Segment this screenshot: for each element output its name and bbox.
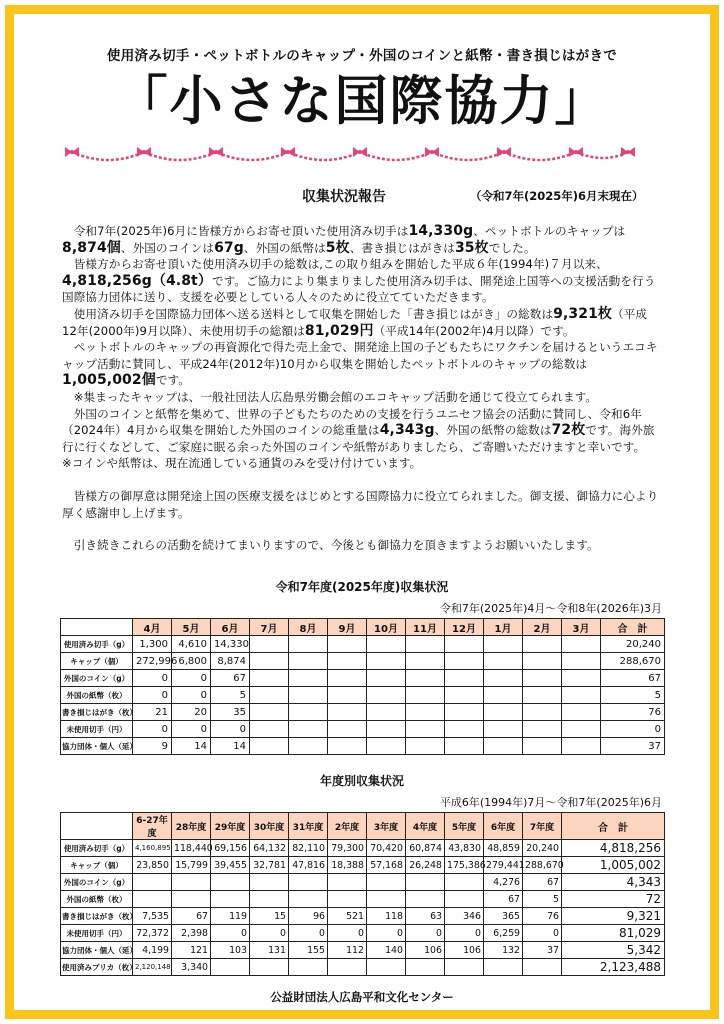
table-cell (562, 704, 601, 721)
table-cell (367, 721, 406, 738)
table-cell (562, 738, 601, 755)
table-cell (367, 704, 406, 721)
table-cell (250, 874, 289, 891)
table-cell: 365 (484, 908, 523, 925)
table-cell (445, 959, 484, 976)
table-cell (484, 636, 523, 653)
table-cell: 6,800 (172, 653, 211, 670)
row-label: 未使用切手（円） (61, 925, 133, 942)
table-cell: 70,420 (367, 840, 406, 857)
column-header: 31年度 (289, 813, 328, 840)
table-cell (562, 687, 601, 704)
table-cell (250, 721, 289, 738)
table-cell: 0 (133, 687, 172, 704)
table-cell (406, 738, 445, 755)
table-cell: 3,340 (172, 959, 211, 976)
table-cell (445, 738, 484, 755)
column-header: 7月 (250, 619, 289, 636)
total-header: 合 計 (562, 813, 665, 840)
column-header: 9月 (328, 619, 367, 636)
table-cell: 272,996 (133, 653, 172, 670)
row-label: 外国の紙幣（枚） (61, 891, 133, 908)
table-cell (328, 959, 367, 976)
row-total: 72 (562, 891, 665, 908)
ribbon-decoration (64, 138, 636, 168)
table-cell: 14,330 (211, 636, 250, 653)
table-cell (484, 738, 523, 755)
table-cell: 0 (445, 925, 484, 942)
table-cell: 4,276 (484, 874, 523, 891)
yearly-table (60, 812, 665, 976)
table-cell: 79,300 (328, 840, 367, 857)
table-cell (523, 636, 562, 653)
table-cell: 0 (523, 925, 562, 942)
paragraph-thanks: 皆様方の御厚意は開発途上国の医療支援をはじめとする国際協力に役立てられました。御支援、御協力に心より厚く感謝申し上げます。 (62, 488, 659, 520)
row-total: 76 (601, 704, 665, 721)
table1-range: 令和7年(2025年)4月～令和8年(2026年)3月 (439, 602, 662, 615)
table-cell (289, 874, 328, 891)
table-corner (61, 813, 133, 840)
table-cell (523, 670, 562, 687)
table-cell: 106 (406, 942, 445, 959)
column-header: 2月 (523, 619, 562, 636)
table-cell (484, 721, 523, 738)
column-header: 29年度 (211, 813, 250, 840)
table-cell (562, 636, 601, 653)
row-label: キャップ（個） (61, 653, 133, 670)
table-cell: 5 (211, 687, 250, 704)
table-cell (562, 653, 601, 670)
table-cell (484, 959, 523, 976)
table-cell (289, 653, 328, 670)
table-cell (523, 653, 562, 670)
row-total: 9,321 (562, 908, 665, 925)
table-cell (523, 959, 562, 976)
table-cell: 0 (133, 670, 172, 687)
table-cell (406, 670, 445, 687)
table-row (61, 721, 665, 738)
paragraph-currency-note: ※コインや紙幣は、現在流通している通貨のみを受け付けています。 (62, 456, 422, 471)
table-cell: 15,799 (172, 857, 211, 874)
table-cell (406, 653, 445, 670)
table-cell: 96 (289, 908, 328, 925)
table-cell (523, 687, 562, 704)
table-cell: 69,156 (211, 840, 250, 857)
row-label: 外国の紙幣（枚） (61, 687, 133, 704)
table-cell (445, 670, 484, 687)
table-cell: 140 (367, 942, 406, 959)
table-cell: 4,160,895 (133, 840, 172, 857)
table-row (61, 908, 665, 925)
table2-title: 年度別収集状況 (319, 774, 404, 788)
table-cell: 35 (211, 704, 250, 721)
column-header: 5年度 (445, 813, 484, 840)
table-cell (289, 636, 328, 653)
column-header: 1月 (484, 619, 523, 636)
page-title: 「小さな国際協力」 (114, 71, 610, 132)
table-cell (367, 687, 406, 704)
table-row (61, 738, 665, 755)
table-cell: 2,398 (172, 925, 211, 942)
row-total: 4,343 (562, 874, 665, 891)
table-cell (328, 721, 367, 738)
table-row (61, 670, 665, 687)
table-cell (211, 891, 250, 908)
table-corner (61, 619, 133, 636)
table-cell: 0 (211, 925, 250, 942)
table-cell (250, 670, 289, 687)
table-row (61, 687, 665, 704)
row-label: 使用済みプリカ（枚） (61, 959, 133, 976)
column-header: 12月 (445, 619, 484, 636)
report-date: （令和7年(2025年)6月末現在） (470, 189, 644, 203)
table-cell: 0 (289, 925, 328, 942)
row-total: 4,818,256 (562, 840, 665, 857)
row-label: 書き損じはがき（枚） (61, 704, 133, 721)
table-cell (250, 636, 289, 653)
table-row (61, 857, 665, 874)
table-cell (328, 670, 367, 687)
table-cell (406, 704, 445, 721)
table-cell: 47,816 (289, 857, 328, 874)
table-cell: 0 (367, 925, 406, 942)
table-cell: 18,388 (328, 857, 367, 874)
row-label: 未使用切手（円） (61, 721, 133, 738)
table-cell (445, 891, 484, 908)
table-cell (250, 959, 289, 976)
table-cell (367, 670, 406, 687)
paragraph-caps: ペットボトルのキャップの再資源化で得た売上金で、開発途上国の子どもたちにワクチンを届けるというエコキャップ活動に賛同し、平成24年(2012年)10月から収集を開始したペットボトルのキャップの総数は1,005,002個です。 (62, 340, 658, 389)
table-cell: 0 (406, 925, 445, 942)
table-cell (523, 704, 562, 721)
table-row (61, 891, 665, 908)
table-cell: 103 (211, 942, 250, 959)
table-cell (328, 653, 367, 670)
table-cell: 67 (523, 874, 562, 891)
table-cell: 175,386 (445, 857, 484, 874)
total-header: 合 計 (601, 619, 665, 636)
row-total: 0 (601, 721, 665, 738)
table-cell: 15 (250, 908, 289, 925)
table1-title: 令和7年度(2025年度)収集状況 (275, 580, 449, 594)
page-subtitle: 使用済み切手・ペットボトルのキャップ・外国のコインと紙幣・書き損じはがきで (106, 48, 618, 64)
paragraph-foreign-currency: 外国のコインと紙幣を集めて、世界の子どもたちのための支援を行うユニセフ協会の活動に賛同し、令和6年（2024年）4月から収集を開始した外国のコインの総重量は4,343g、外国の紙幣の総数は72枚です。海外旅行に行くなどして、ご家庭に眠る余った外国のコインや紙幣がありましたら、ご寄贈いただけますと幸いです。 (62, 406, 655, 454)
table-cell: 0 (172, 670, 211, 687)
table-cell (484, 670, 523, 687)
table-cell (367, 891, 406, 908)
table-cell: 76 (523, 908, 562, 925)
table-cell: 2,120,148 (133, 959, 172, 976)
column-header: 3年度 (367, 813, 406, 840)
table-cell: 48,859 (484, 840, 523, 857)
monthly-table (60, 618, 665, 755)
row-label: 書き損じはがき（枚） (61, 908, 133, 925)
table-cell (445, 687, 484, 704)
table-cell (445, 653, 484, 670)
table-cell: 20,240 (523, 840, 562, 857)
column-header: 3月 (562, 619, 601, 636)
row-total: 5 (601, 687, 665, 704)
table-cell: 20 (172, 704, 211, 721)
table-cell (172, 891, 211, 908)
table-cell (250, 687, 289, 704)
table-cell (406, 874, 445, 891)
table-cell (289, 704, 328, 721)
table-cell: 14 (211, 738, 250, 755)
row-label: 外国のコイン（g） (61, 874, 133, 891)
table-cell (133, 891, 172, 908)
table-cell: 131 (250, 942, 289, 959)
table-cell: 0 (172, 687, 211, 704)
table-cell (328, 874, 367, 891)
table-cell: 119 (211, 908, 250, 925)
column-header: 28年度 (172, 813, 211, 840)
table-cell (250, 738, 289, 755)
table-cell: 4,199 (133, 942, 172, 959)
table-cell: 26,248 (406, 857, 445, 874)
table-cell (328, 687, 367, 704)
table-cell (250, 704, 289, 721)
row-total: 81,029 (562, 925, 665, 942)
table-cell (211, 874, 250, 891)
table-cell (328, 704, 367, 721)
column-header: 5月 (172, 619, 211, 636)
table-cell (562, 721, 601, 738)
row-total: 67 (601, 670, 665, 687)
table-cell (406, 959, 445, 976)
row-total: 37 (601, 738, 665, 755)
table-cell: 0 (133, 721, 172, 738)
table-cell (328, 891, 367, 908)
table-cell (289, 687, 328, 704)
table-cell: 0 (250, 925, 289, 942)
column-header: 6年度 (484, 813, 523, 840)
column-header: 4年度 (406, 813, 445, 840)
column-header: 6月 (211, 619, 250, 636)
table-cell (484, 653, 523, 670)
table-cell: 67 (172, 908, 211, 925)
table-cell (445, 704, 484, 721)
paragraph-postcards: 使用済み切手を国際協力団体へ送る送料として収集を開始した「書き損じはがき」の総数は9,321枚（平成12年(2000年)9月以降）、未使用切手の総額は81,029円（平成14年(2002年)4月以降）です。 (62, 305, 648, 339)
column-header: 8月 (289, 619, 328, 636)
table-cell: 72,372 (133, 925, 172, 942)
table-cell: 0 (211, 721, 250, 738)
table-cell: 39,455 (211, 857, 250, 874)
table-cell (367, 874, 406, 891)
column-header: 30年度 (250, 813, 289, 840)
table-cell (289, 670, 328, 687)
table-cell: 60,874 (406, 840, 445, 857)
row-label: 協力団体・個人（延） (61, 738, 133, 755)
table-cell (406, 636, 445, 653)
table-row (61, 704, 665, 721)
table-cell (289, 891, 328, 908)
table-cell (562, 670, 601, 687)
table-cell (484, 687, 523, 704)
table-cell (445, 874, 484, 891)
row-label: 使用済み切手（g） (61, 840, 133, 857)
table-cell: 14 (172, 738, 211, 755)
column-header: 11月 (406, 619, 445, 636)
row-label: 使用済み切手（g） (61, 636, 133, 653)
table-cell (406, 721, 445, 738)
table-cell: 106 (445, 942, 484, 959)
table-cell: 288,670 (523, 857, 562, 874)
table-cell (445, 721, 484, 738)
paragraph-caps-note: ※集まったキャップは、一般社団法人広島県労働会館のエコキャップ活動を通じて役立てられます。 (62, 389, 598, 404)
table-cell: 521 (328, 908, 367, 925)
row-label: 外国のコイン（g） (61, 670, 133, 687)
table-cell (445, 636, 484, 653)
table-cell: 1,300 (133, 636, 172, 653)
table-cell: 82,110 (289, 840, 328, 857)
report-body (62, 223, 662, 554)
table-row (61, 636, 665, 653)
table-row (61, 653, 665, 670)
table-cell: 132 (484, 942, 523, 959)
table-cell: 32,781 (250, 857, 289, 874)
row-label: キャップ（個） (61, 857, 133, 874)
table-cell: 43,830 (445, 840, 484, 857)
table-cell: 0 (328, 925, 367, 942)
footer-organization: 公益財団法人広島平和文化センター (270, 990, 454, 1004)
table-cell: 64,132 (250, 840, 289, 857)
paragraph-closing: 引き続きこれらの活動を続けてまいりますので、今後とも御協力を頂きますようお願いいたします。 (62, 538, 599, 553)
column-header: 6-27年度 (133, 813, 172, 840)
table-cell (328, 636, 367, 653)
table-cell: 67 (211, 670, 250, 687)
table-cell: 155 (289, 942, 328, 959)
table-row (61, 840, 665, 857)
table-cell (211, 959, 250, 976)
table-cell: 23,850 (133, 857, 172, 874)
table-cell (367, 653, 406, 670)
table-cell (289, 721, 328, 738)
table-cell: 5 (523, 891, 562, 908)
table-cell: 118 (367, 908, 406, 925)
table-cell: 8,874 (211, 653, 250, 670)
table-cell (289, 959, 328, 976)
table-cell (367, 959, 406, 976)
table-cell (133, 874, 172, 891)
table-cell (523, 738, 562, 755)
table-cell (406, 891, 445, 908)
column-header: 7年度 (523, 813, 562, 840)
table-cell: 118,440 (172, 840, 211, 857)
table-cell: 346 (445, 908, 484, 925)
table-cell: 37 (523, 942, 562, 959)
table-cell: 67 (484, 891, 523, 908)
column-header: 10月 (367, 619, 406, 636)
table-cell (406, 687, 445, 704)
table-cell: 279,441 (484, 857, 523, 874)
row-total: 1,005,002 (562, 857, 665, 874)
table-cell (523, 721, 562, 738)
table-row (61, 959, 665, 976)
report-title: 収集状況報告 (302, 189, 386, 205)
table-cell: 6,259 (484, 925, 523, 942)
table-cell: 63 (406, 908, 445, 925)
table-cell: 9 (133, 738, 172, 755)
table-cell (367, 636, 406, 653)
table-cell: 57,168 (367, 857, 406, 874)
table-cell: 121 (172, 942, 211, 959)
paragraph-stamps-total: 皆様方からお寄せ頂いた使用済み切手の総数は,この取り組みを開始した平成６年(1994年)７月以来、4,818,256g（4.8t）です。ご協力により集まりました使用済み切手は、開発途上国等への支援活動を行う国際協力団体に送り、支援を必要としている人々のために役立てていただきます。 (62, 257, 656, 305)
table-cell: 7,535 (133, 908, 172, 925)
table-cell (289, 738, 328, 755)
table2-range: 平成6年(1994年)7月～令和7年(2025年)6月 (439, 796, 662, 809)
table-cell: 112 (328, 942, 367, 959)
row-total: 5,342 (562, 942, 665, 959)
table-row (61, 874, 665, 891)
table-cell: 21 (133, 704, 172, 721)
column-header: 4月 (133, 619, 172, 636)
row-total: 288,670 (601, 653, 665, 670)
paragraph-monthly: 令和7年(2025年)6月に皆様方からお寄せ頂いた使用済み切手は14,330g、ペットボトルのキャップは8,874個、外国のコインは67g、外国の紙幣は5枚、書き損じはがきは35枚でした。 (62, 223, 626, 256)
table-cell (367, 738, 406, 755)
row-total: 2,123,488 (562, 959, 665, 976)
table-cell: 4,610 (172, 636, 211, 653)
row-total: 20,240 (601, 636, 665, 653)
table-cell: 0 (172, 721, 211, 738)
table-cell (250, 653, 289, 670)
table-row (61, 942, 665, 959)
table-cell (328, 738, 367, 755)
row-label: 協力団体・個人（延） (61, 942, 133, 959)
table-row (61, 925, 665, 942)
table-cell (172, 874, 211, 891)
table-cell (250, 891, 289, 908)
table-cell (484, 704, 523, 721)
column-header: 2年度 (328, 813, 367, 840)
